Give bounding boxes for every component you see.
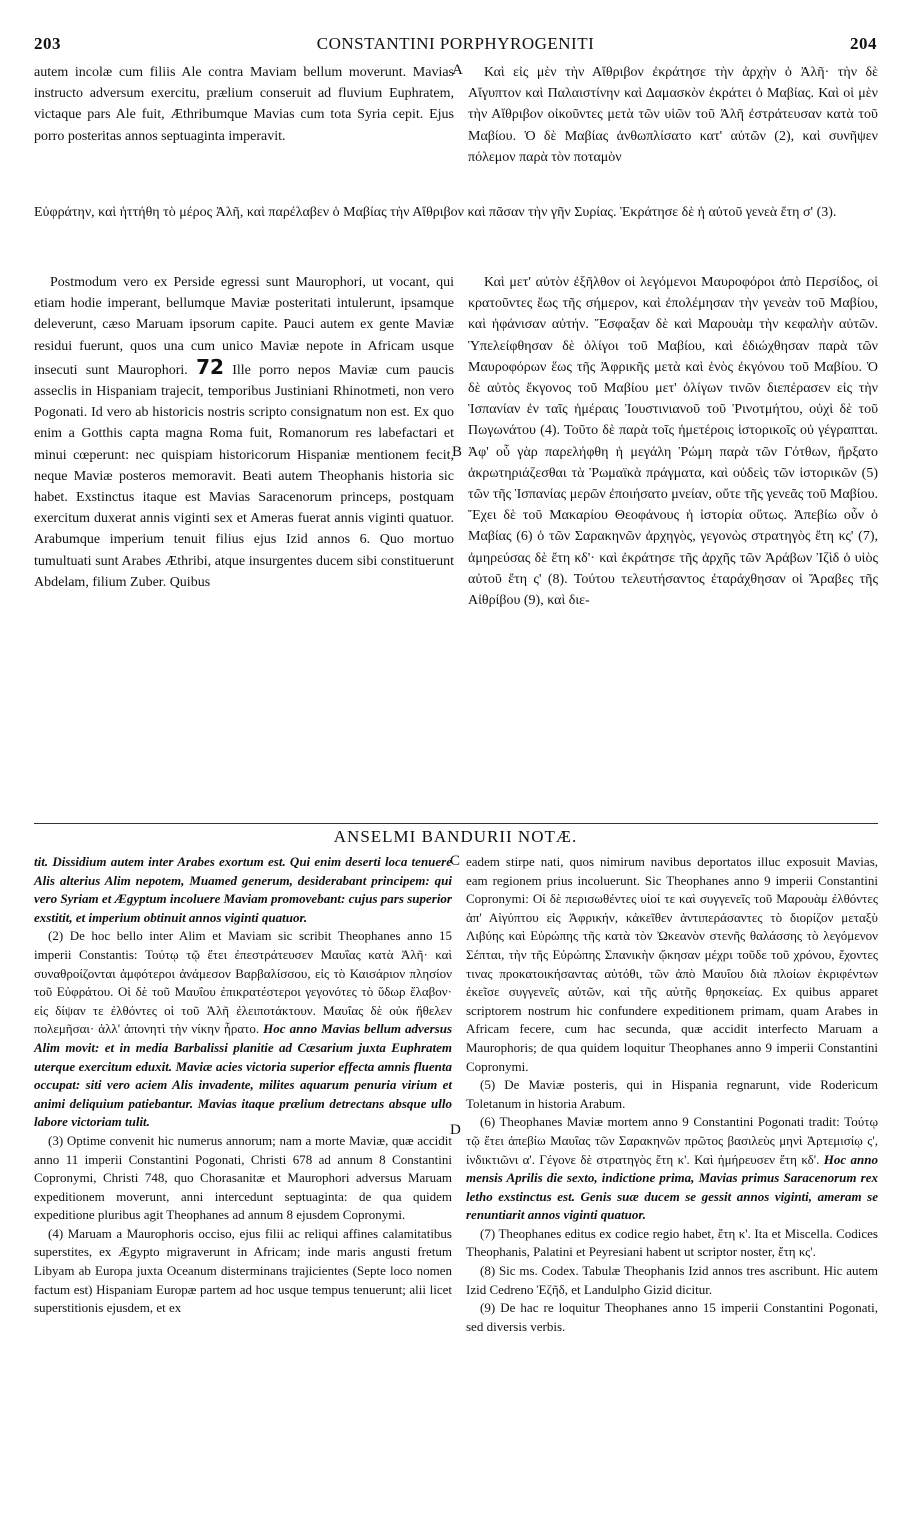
note-6-text: (6) Theophanes Maviæ mortem anno 9 Constantini Pogonati tradit: Τούτῳ τῷ ἔτει ἀπεβίω Μαυΐας τῶν Σαρακηνῶν πρῶτος βασιλεὺς μηνὶ Ἀρτεμισίῳ ς', ἰνδικτιῶνι α'. Γέγονε δὲ στρατηγὸς ἔτη κ'. Καὶ ἠμήρευσεν ἔτη κδ'.	[466, 1114, 878, 1167]
latin-paragraph-bottom	[34, 272, 454, 593]
page-number-right: 204	[850, 34, 877, 53]
margin-letter-b: B	[452, 444, 463, 460]
note-9: (9) De hac re loquitur Theophanes anno 15 imperii Constantini Pogonati, sed diversis verbis.	[466, 1300, 878, 1334]
note-2-text: (2) De hoc bello inter Alim et Maviam sic scribit Theophanes anno 15 imperii Constantis: Τούτῳ τῷ ἔτει ἐπεστράτευσεν Μαυΐας κατὰ Ἀλῆ· καὶ συναθροίζονται ἀμφότεροι ἀνάμεσον Βαρβαλίσσου, εἰς τὸ Καισάριον πλησίον τοῦ Εὐφράτου. Οἱ δὲ τοῦ Μαυΐου ἐπικρατέστεροι γεγονότες τὸ ὕδωρ ἔλαβον· εἰς δίψαν τε ἐλθόντες οἱ τοῦ Ἀλῆ ἐλειποτάκτουν. Μαυΐας δὲ οὐκ ἤθελεν πολεμῆσαι· ἀλλ' ἀπονητὶ τὴν νίκην ἦρατο.	[34, 928, 452, 1037]
note-6	[466, 1113, 878, 1225]
note-2-translation: Hoc anno Mavias bellum adversus Alim movit: et in media Barbalissi planitie ad Cæsarium juxta Euphratem uterque exercitum eduxit. Maviæ acies victoria superior effecta amnis fluenta occupat: siti vero aciem Alis invadente, milites aquarum penuria virium et animi deliquium patiebantur. Mavias itaque prælium detrectans absque ullo labore victoriam tulit.	[34, 1021, 453, 1130]
greek-paragraph-bottom: Καὶ μετ' αὐτὸν ἐξῆλθον οἱ λεγόμενοι Μαυροφόροι ἀπὸ Περσίδος, οἱ κρατοῦντες ἕως τῆς σήμερον, καὶ ἐπολέμησαν τὴν γενεὰν τοῦ Μαβίου, καὶ ἠφάνισαν αὐτήν. Ἔσφαξαν δὲ καὶ Μαρουὰμ τὴν κεφαλὴν αὐτῶν. Ὑπελείφθησαν δὲ ὀλίγοι τοῦ Μαβίου, καὶ ἐδιώχθησαν παρὰ τῶν Μαυροφόρων ἕως τῆς Ἀφρικῆς μετὰ καὶ ἑνὸς ἐκγόνου τοῦ Μαβίου. Ὁ δὲ αὐτὸς ἔκγονος τοῦ Μαβίου μετ' ὀλίγων τινῶν διεπέρασεν εἰς τὴν Ἱσπανίαν ἐν ταῖς ἡμέραις Ἰουστινιανοῦ τοῦ Ῥινοτμήτου, οὐχὶ δὲ τοῦ Πωγωνάτου (4). Τοῦτο δὲ παρὰ τοῖς ἡμετέροις ἱστορικοῖς οὐ γέγραπται. Ἀφ' οὗ γὰρ παρελήφθη ἡ μεγάλη Ῥώμη παρὰ τῶν Γότθων, ἤρξατο ἀκρωτηριάζεσθαι τὰ Ῥωμαϊκὰ πράγματα, καὶ οὐδεὶς τῶν ἱστορικῶν (5) τῶν τῆς Ἱσπανίας μερῶν ἐποιήσατο μνείαν, οὔτε τῆς γενεᾶς τοῦ Μαβίου. Ἔχει δὲ τοῦ Μακαρίου Θεοφάνους ἡ ἱστορία οὕτως. Ἀπεβίω οὖν ὁ Μαβίας (6) ὁ τῶν Σαρακηνῶν ἀρχηγὸς, γεγονὼς στρατηγὸς ἔτη κς' (7), ἀμηρεύσας δὲ ἔτη κδ'· καὶ ἐκράτησε τῆς ἀρχῆς τῶν Ἀράβων Ἰζὶδ ὁ υἱὸς αὐτοῦ ἔτη ς' (8). Τούτου τελευτήσαντος ἐταράχθησαν οἱ Ἄραβες τῆς Αἰθρίβου (9), καὶ διε-	[468, 275, 878, 609]
page-header	[34, 34, 877, 58]
latin-paragraph-top: autem incolæ cum filiis Ale contra Maviam bellum moverunt. Mavias instructo adversum exercitu, prælium conseruit ad fluvium Euphratem, victaque pars Ale fuit, Æthribumque Mavias cum tota Syria cepit. Ejus porro posteritas annos septuaginta imperavit.	[34, 65, 454, 144]
margin-letter-d: D	[450, 1122, 461, 1138]
notes-column-right	[466, 853, 878, 1336]
note-5: (5) De Maviæ posteris, qui in Hispania regnarunt, vide Rodericum Toletanum in historia Arabum.	[466, 1077, 878, 1111]
notes-title: ANSELMI BANDURII NOTÆ.	[333, 827, 578, 846]
margin-letter-c: C	[450, 853, 461, 869]
note-1-translation: tit. Dissidium autem inter Arabes exortum est. Qui enim deserti loca tenuere Alis alterius Alim nepotem, Muamed generum, desiderabant principem: qui vero Syriam et Ægyptum incoluere Maviam promovebant: cujus pars superior exstitit, et imperium obtinuit annos viginti quatuor.	[34, 854, 452, 925]
section-number: 72	[196, 354, 224, 379]
note-3: (3) Optime convenit hic numerus annorum; nam a morte Maviæ, quæ accidit anno 11 imperii Constantini Pogonati, Christi 678 ad annum 8 Constantini Copronymi, Christi 748, quo Chorasanitæ et Maurophori adversus Maruam expeditionem moverunt, anni intercedunt septuaginta: de qua quidem expeditione pluribus agit Theophanes ad annum 8 ejusdem Copronymi.	[34, 1132, 452, 1223]
running-title: CONSTANTINI PORPHYROGENITI	[316, 34, 595, 53]
greek-paragraph-full: Εὐφράτην, καὶ ἡττήθη τὸ μέρος Ἀλῆ, καὶ παρέλαβεν ὁ Μαβίας τὴν Αἴθριβον καὶ πᾶσαν τὴν γῆν Συρίας. Ἐκράτησε δὲ ἡ αὐτοῦ γενεὰ ἔτη σ' (3).	[34, 205, 837, 220]
latin-text-part-1: Postmodum vero ex Perside egressi sunt Maurophori, ut vocant, qui etiam hodie imperant, bellumque Maviæ posteritati intulerunt, ipsamque deleverunt, cæso Maruam ipsorum capite. Pauci autem ex gente Maviæ residui fuerunt, quos una cum unico Maviæ nepote in Africam usque insecuti sunt Maurophori.	[34, 275, 454, 378]
note-2	[34, 927, 452, 1132]
greek-column-top	[468, 62, 878, 168]
greek-full-width-line	[34, 188, 878, 237]
note-8: (8) Sic ms. Codex. Tabulæ Theophanis Izid annos tres ascribunt. Hic autem Izid Cedreno Ἐζῆδ, et Landulpho Gizid dicitur.	[466, 1263, 878, 1297]
note-4-continued: eadem stirpe nati, quos nimirum navibus deportatos illuc exposuit Mavias, eam regionem prius incoluerunt. Sic Theophanes anno 9 imperii Constantini Copronymi: Οἱ δὲ περισωθέντες υἱοί τε καὶ συγγενεῖς τοῦ Μαρουὰμ ἐλθόντες ἀπ' Αἰγύπτου εἰς Ἀφρικήν, κἀκεῖθεν ἀντιπεράσαντες τὸ διορίζον μεταξὺ Λιβύης καὶ Εὐρώπης τῆς κατὰ τὸν Ὠκεανὸν στενῆς θαλάσσης τὸ λεγόμενον Σέπται, τὴν τῆς Εὐρώπης Σπανικὴν ᾤκησαν μέχρι τοῦδε τοῦ χρόνου, ἔχοντες τινας προκατοικήσαντας αὐτόθι, τῶν ἀπὸ Μαυΐου διὰ πλοίων ἐκριφέντων ἐκεῖσε συγγενεῖς αὐτῶν, καὶ τῆς αὐτῆς θρησκείας. Ex quibus apparet scriptorem nostrum hic confundere expeditionem primam, quam Arabes in Africam fecere, cum hac secunda, quæ accidit interfecto Maruam a Maurophoris; de qua quidem loquitur Theophanes anno 9 imperii Constantini Copronymi.	[466, 854, 878, 1074]
page-number-left: 203	[34, 34, 61, 53]
note-4: (4) Maruam a Maurophoris occiso, ejus filii ac reliqui affines calamitatibus superstites, ex Ægypto migraverunt in Africam; inde maris angusti fretum Libyam ab Europa juxta Oceanum disterminans trajicientes (Septe loco nomen factum est) Hispaniam Europæ partem ad hoc usque tempus tenuerunt; alii licet superstitionis ejusdem, et ex	[34, 1225, 452, 1316]
note-6-translation: Hoc anno mensis Aprilis die sexto, indictione prima, Mavias primus Saracenorum rex letho exstinctus est. Genis suæ ducem se gessit annos viginti, ameram se renuntiarit annos viginti quatuor.	[466, 1151, 878, 1223]
greek-paragraph-top: Καὶ εἰς μὲν τὴν Αἴθριβον ἐκράτησε τὴν ἀρχὴν ὁ Ἀλῆ· τὴν δὲ Αἴγυπτον καὶ Παλαιστίνην καὶ Δαμασκὸν ἐκράτει ὁ Μαβίας. Καὶ οἱ μὲν τὴν Αἴθριβον οἰκοῦντες μετὰ τῶν υἱῶν τοῦ Ἀλῆ ἐστράτευσαν κατὰ τοῦ Μαβίου. Ὁ δὲ Μαβίας ἀνθωπλίσατο κατ' αὐτῶν (2), καὶ συνῆψεν πόλεμον παρὰ τὸν ποταμὸν	[468, 65, 878, 165]
notes-column-left	[34, 853, 452, 1318]
notes-separator	[34, 823, 878, 824]
note-7: (7) Theophanes editus ex codice regio habet, ἔτη κ'. Ita et Miscella. Codices Theophanis, Palatini et Peyresiani habent ut scriptor noster, ἔτη κς'.	[466, 1225, 878, 1260]
latin-column-bottom	[34, 272, 454, 593]
latin-column-top	[34, 62, 454, 147]
latin-text-part-2: Ille porro nepos Maviæ cum paucis asseclis in Hispaniam trajecit, temporibus Justiniani Rhinotmeti, non vero Pogonati. Id vero ab historicis nostris scripto consignatum non est. Ex quo enim a Gotthis capta magna Roma fuit, Romanorum res labefactari et minui cœperunt: nec quispiam historicorum Hispaniæ mentionem fecit, neque Maviæ posteros memoravit. Beati autem Theophanis historia sic habet. Exstinctus itaque est Mavias Saracenorum princeps, postquam exercitum duxerat annis viginti sex et Ameras fuerat annis viginti quatuor. Arabumque imperium tenuit filius ejus Izid annos 6. Quo mortuo tumultuati sunt Arabes Æthribi, atque insurgentes ducem sibi constituerunt Abdelam, filium Zuber. Quibus	[34, 362, 454, 590]
margin-letter-a: A	[452, 62, 463, 78]
greek-column-bottom	[468, 272, 878, 611]
